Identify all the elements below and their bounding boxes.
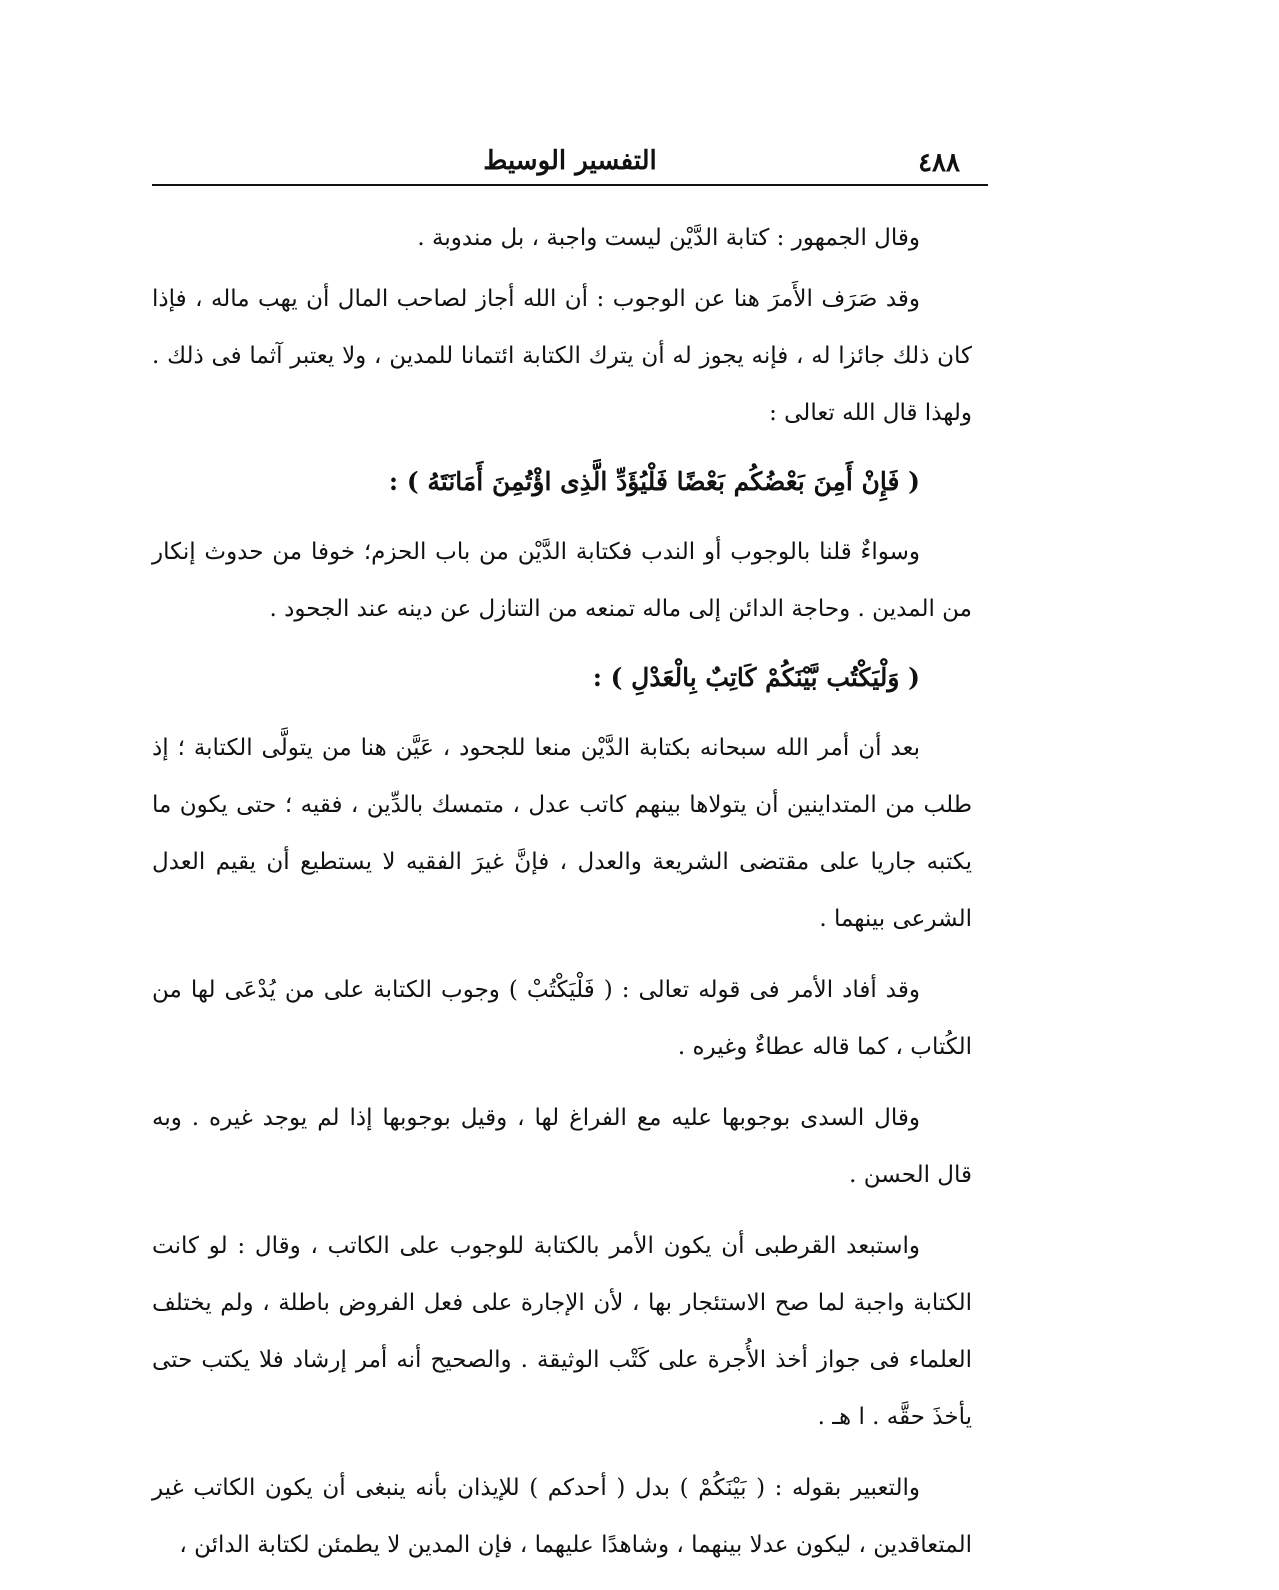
- quran-verse-scribe: ( وَلْيَكْتُب بَّيْنَكُمْ كَاتِبٌ بِالْعَدْلِ ) :: [592, 663, 920, 692]
- header-rule: [152, 184, 988, 186]
- paragraph-just-scribe: بعد أن أمر الله سبحانه بكتابة الدَّيْن منعا للجحود ، عَيَّن هنا من يتولَّى الكتابة ؛ إذ طلب من المتداينين أن يتولاها بينهم كاتب عدل ، متمسك بالدِّين ، فقيه ؛ حتى يكون ما يكتبه جاريا على مقتضى الشريعة والعدل ، فإنَّ غيرَ الفقيه لا يستطيع أن يقيم العدل الشرعى بينهما .: [152, 735, 972, 932]
- paragraph-obligation-or-recommendation: وسواءٌ قلنا بالوجوب أو الندب فكتابة الدَّيْن من باب الحزم؛ خوفا من حدوث إنكار من المدين . وحاجة الدائن إلى ماله تمنعه من التنازل عن دينه عند الجحود .: [152, 539, 972, 622]
- paragraph-command-diverted: وقد صَرَف الأَمرَ هنا عن الوجوب : أن الله أجاز لصاحب المال أن يهب ماله ، فإذا كان ذلك جائزا له ، فإنه يجوز له أن يترك الكتابة ائتمانا للمدين ، ولا يعتبر آثما فى ذلك . ولهذا قال الله تعالى :: [152, 286, 972, 426]
- body-text: [152, 210, 972, 1578]
- quran-verse-trust: ( فَإِنْ أَمِنَ بَعْضُكُم بَعْضًا فَلْيُؤَدِّ الَّذِى اؤْتُمِنَ أَمَانَتَهُ ) :: [388, 467, 920, 496]
- paragraph-between-you: والتعبير بقوله : ( بَيْنَكُمْ ) بدل ( أحدكم ) للإيذان بأنه ينبغى أن يكون الكاتب غير المتعاقدين ، ليكون عدلا بينهما ، وشاهدًا عليهما ، فإن المدين لا يطمئن لكتابة الدائن ،: [152, 1475, 972, 1558]
- paragraph-qurtubi-opinion: واستبعد القرطبى أن يكون الأمر بالكتابة للوجوب على الكاتب ، وقال : لو كانت الكتابة واجبة لما صح الاستئجار بها ، لأن الإجارة على فعل الفروض باطلة ، ولم يختلف العلماء فى جواز أخذ الأُجرة على كَتْب الوثيقة . والصحيح أنه أمر إرشاد فلا يكتب حتى يأخذَ حقَّه . ا هـ .: [152, 1233, 972, 1430]
- paragraph-suddi-opinion: وقال السدى بوجوبها عليه مع الفراغ لها ، وقيل بوجوبها إذا لم يوجد غيره . وبه قال الحسن .: [152, 1105, 972, 1188]
- page-number: ٤٨٨: [918, 148, 960, 178]
- paragraph-majority-view: وقال الجمهور : كتابة الدَّيْن ليست واجبة ، بل مندوبة .: [417, 225, 920, 251]
- paragraph-obligation-to-write: وقد أفاد الأمر فى قوله تعالى : ( فَلْيَكْتُبْ ) وجوب الكتابة على من يُدْعَى لها من الكُتاب ، كما قاله عطاءٌ وغيره .: [152, 977, 972, 1060]
- page-header: [152, 146, 988, 182]
- running-title: التفسير الوسيط: [483, 146, 657, 176]
